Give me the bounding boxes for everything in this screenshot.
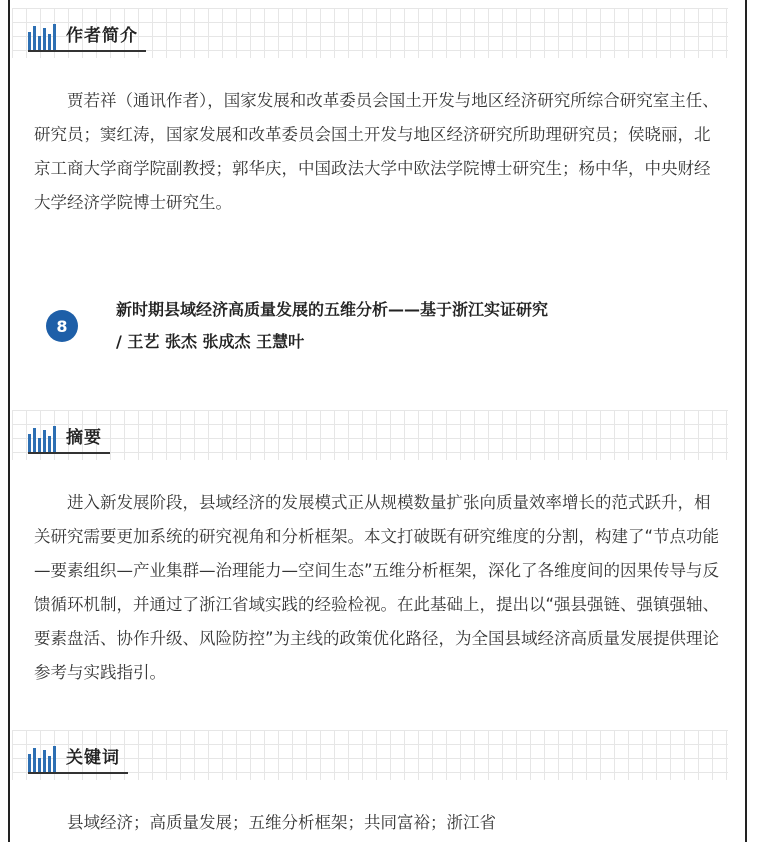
article-title[interactable]: 新时期县域经济高质量发展的五维分析——基于浙江实证研究	[116, 300, 549, 319]
section-label	[28, 424, 110, 454]
section-label	[28, 22, 146, 52]
section-title: 作者简介	[66, 26, 138, 46]
bar-chart-icon	[28, 24, 56, 50]
author-intro-text: 贾若祥（通讯作者），国家发展和改革委员会国土开发与地区经济研究所综合研究室主任、研究员；窦红涛，国家发展和改革委员会国土开发与地区经济研究所助理研究员；侯晓丽，北京工商大学商学院副教授；郭华庆，中国政法大学中欧法学院博士研究生；杨中华，中央财经大学经济学院博士研究生。	[34, 91, 719, 212]
bar-chart-icon	[28, 426, 56, 452]
section-title: 关键词	[66, 748, 120, 768]
section-label	[28, 744, 128, 774]
keywords-text: 县域经济；高质量发展；五维分析框架；共同富裕；浙江省	[67, 813, 496, 832]
section-header-keywords	[12, 730, 728, 780]
article-authors: / 王艺 张杰 张成杰 王慧叶	[116, 332, 305, 351]
article-heading	[46, 295, 726, 355]
section-header-author	[12, 8, 728, 58]
article-number-badge: 8	[46, 310, 78, 342]
bar-chart-icon	[28, 746, 56, 772]
section-title: 摘要	[66, 428, 102, 448]
abstract-text: 进入新发展阶段，县域经济的发展模式正从规模数量扩张向质量效率增长的范式跃升，相关研究需要更加系统的研究视角和分析框架。本文打破既有研究维度的分割，构建了“节点功能—要素组织—产业集群—治理能力—空间生态”五维分析框架，深化了各维度间的因果传导与反馈循环机制，并通过了浙江省域实践的经验检视。在此基础上，提出以“强县强链、强镇强轴、要素盘活、协作升级、风险防控”为主线的政策优化路径，为全国县域经济高质量发展提供理论参考与实践指引。	[34, 493, 720, 682]
section-header-abstract	[12, 410, 728, 460]
